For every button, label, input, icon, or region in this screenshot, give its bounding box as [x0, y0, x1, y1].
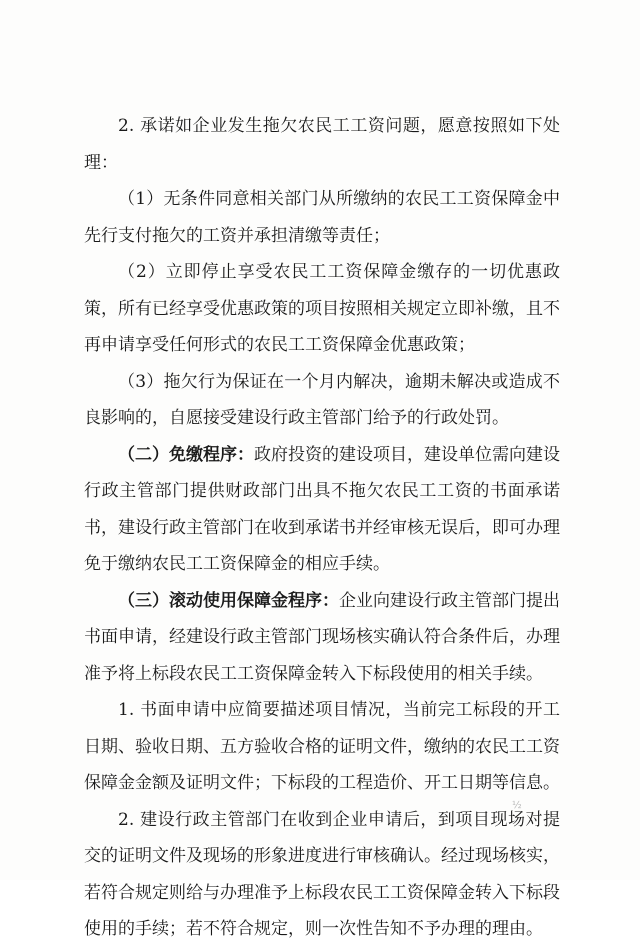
- section-heading: （三）滚动使用保障金程序：: [118, 590, 339, 611]
- paragraph-exemption-procedure: [84, 437, 560, 583]
- document-body: [84, 108, 560, 948]
- page-mark: ½: [512, 800, 522, 811]
- paragraph-text: 企业向建设行政主管部门提出书面申请，经建设行政主管部门现场核实确认符合条件后，办理准予将上标段农民工工资保障金转入下标段使用的相关手续。: [84, 590, 560, 684]
- paragraph-step-2: [84, 802, 560, 948]
- paragraph-commitment-2: [84, 108, 560, 181]
- paragraph-text: （1）无条件同意相关部门从所缴纳的农民工工资保障金中先行支付拖欠的工资并承担清缴等责任；: [84, 189, 560, 246]
- paragraph-text: 2. 承诺如企业发生拖欠农民工工资问题，愿意按照如下处理：: [84, 116, 560, 173]
- paragraph-text: （3）拖欠行为保证在一个月内解决，逾期未解决或造成不良影响的，自愿接受建设行政主管部门给予的行政处罚。: [84, 371, 560, 428]
- paragraph-item-1: [84, 181, 560, 254]
- paragraph-rolling-procedure: [84, 583, 560, 693]
- paragraph-text: （2）立即停止享受农民工工资保障金缴存的一切优惠政策，所有已经享受优惠政策的项目按照相关规定立即补缴，且不再申请享受任何形式的农民工工资保障金优惠政策；: [84, 262, 560, 355]
- paragraph-item-3: [84, 364, 560, 437]
- paragraph-text: 2. 建设行政主管部门在收到企业申请后，到项目现场对提交的证明文件及现场的形象进度进行审核确认。经过现场核实，若符合规定则给与办理准予上标段农民工工资保障金转入下标段使用的手续；若不符合规定，则一次性告知不予办理的理由。: [84, 809, 560, 939]
- paragraph-item-2: [84, 254, 560, 364]
- paragraph-step-1: [84, 692, 560, 802]
- paragraph-text: 政府投资的建设项目，建设单位需向建设行政主管部门提供财政部门出具不拖欠农民工工资的书面承诺书，建设行政主管部门在收到承诺书并经审核无误后，即可办理免于缴纳农民工工资保障金的相应手续。: [84, 444, 560, 574]
- paragraph-text: 1. 书面申请中应简要描述项目情况，当前完工标段的开工日期、验收日期、五方验收合格的证明文件，缴纳的农民工工资保障金金额及证明文件；下标段的工程造价、开工日期等信息。: [84, 700, 560, 793]
- section-heading: （二）免缴程序：: [118, 444, 254, 465]
